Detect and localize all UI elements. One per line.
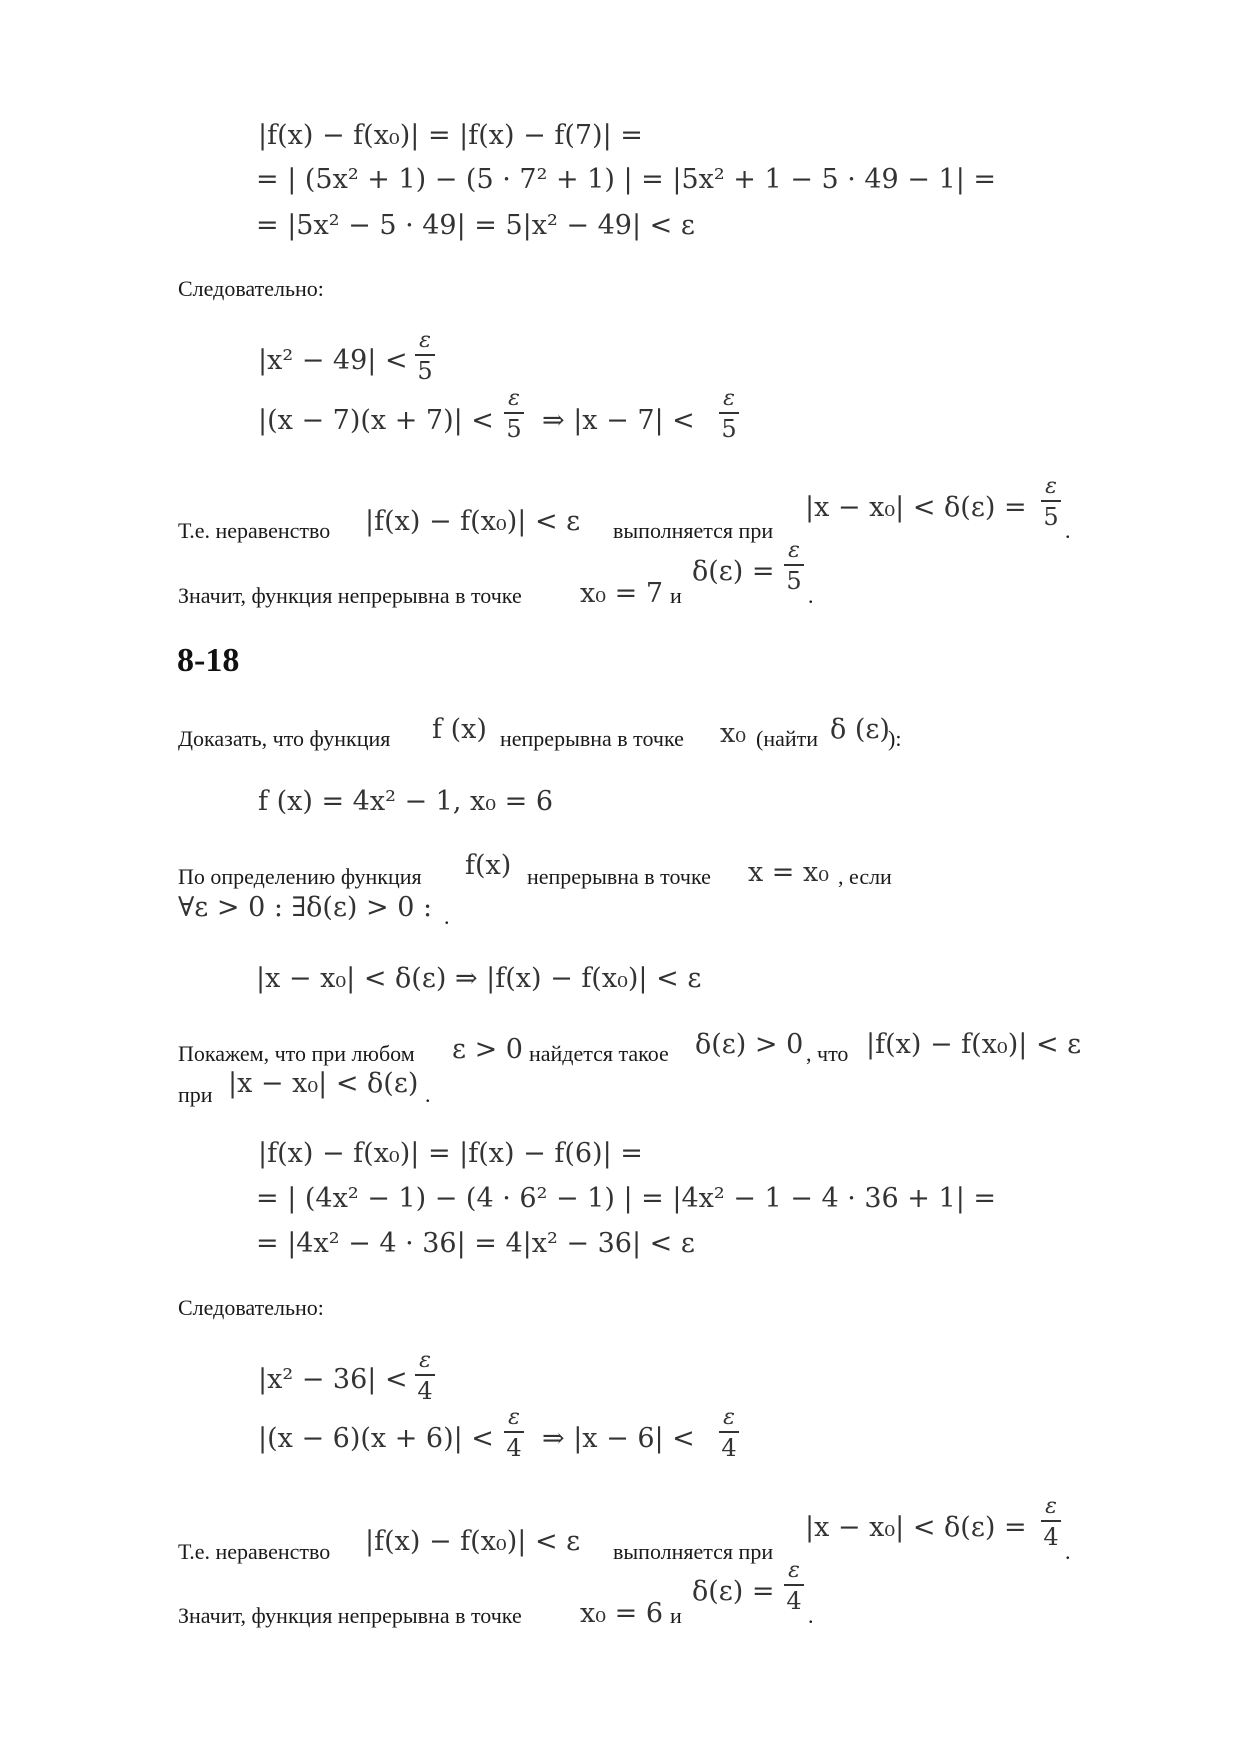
fraction-numerator: ε — [723, 1405, 735, 1430]
fraction-numerator: ε — [508, 386, 520, 411]
show-dot: . — [425, 1082, 431, 1107]
statement-point: x₀ — [720, 718, 747, 749]
final1-and: и — [670, 583, 682, 608]
conclusion2-inequality: |f(x) − f(x₀)| < ε — [365, 1526, 581, 1557]
final2-delta: δ(ε) = — [692, 1576, 775, 1607]
fraction-bar — [1041, 1520, 1061, 1522]
fraction-bar — [719, 412, 739, 414]
definition-function: f(x) — [465, 850, 512, 881]
fraction — [1041, 1496, 1061, 1549]
consequence1-ineq1: |x² − 49| < — [258, 345, 408, 376]
final1-period: . — [808, 583, 814, 608]
fraction-denominator: 5 — [721, 414, 737, 443]
fraction-denominator: 4 — [417, 1376, 433, 1405]
statement-function: f (x) — [432, 714, 487, 745]
show-prefix: Покажем, что при любом — [178, 1041, 415, 1066]
statement-prefix: Доказать, что функция — [178, 726, 391, 751]
consequence1-implication: ⇒ |x − 7| < — [542, 405, 695, 436]
conclusion1-inequality: |f(x) − f(x₀)| < ε — [365, 506, 581, 537]
fraction-numerator: ε — [508, 1405, 520, 1430]
fraction-bar — [415, 1374, 435, 1376]
final1-point: x₀ = 7 — [580, 578, 664, 609]
fraction-denominator: 4 — [721, 1433, 737, 1462]
fraction-numerator: ε — [723, 386, 735, 411]
fraction-denominator: 4 — [1043, 1522, 1059, 1551]
derivation1-line3: = |5x² − 5 · 49| = 5|x² − 49| < ε — [256, 210, 695, 241]
show-when: при — [178, 1082, 213, 1107]
derivation1-line2: = | (5x² + 1) − (5 · 7² + 1) | = |5x² + 1 − 5 · 49 − 1| = — [256, 164, 996, 195]
definition-end: , если — [838, 864, 892, 889]
definition-prefix: По определению функция — [178, 864, 422, 889]
fraction-bar — [415, 354, 435, 356]
statement-end: ): — [888, 726, 902, 751]
show-delta: δ(ε) > 0 — [695, 1029, 804, 1060]
derivation1-line1: |f(x) − f(x₀)| = |f(x) − f(7)| = — [258, 120, 643, 151]
fraction — [504, 1407, 524, 1460]
show-epsilon: ε > 0 — [452, 1034, 523, 1065]
show-that: , что — [806, 1041, 849, 1066]
conclusion2-prefix: Т.е. неравенство — [178, 1539, 331, 1564]
fraction — [1041, 476, 1061, 529]
conclusion2-middle: выполняется при — [613, 1539, 774, 1564]
fraction-denominator: 4 — [506, 1433, 522, 1462]
final2-point: x₀ = 6 — [580, 1598, 664, 1629]
show-condition: |x − x₀| < δ(ε) — [228, 1068, 419, 1099]
problem-number: 8-18 — [177, 642, 240, 679]
fraction-bar — [784, 564, 804, 566]
fraction — [415, 330, 435, 383]
consequence1-ineq2: |(x − 7)(x + 7)| < — [258, 405, 494, 436]
derivation2-line2: = | (4x² − 1) − (4 · 6² − 1) | = |4x² − 1 − 4 · 36 + 1| = — [256, 1183, 996, 1214]
fraction — [415, 1350, 435, 1403]
fraction-numerator: ε — [419, 328, 431, 353]
fraction-denominator: 5 — [417, 356, 433, 385]
conclusion1-middle: выполняется при — [613, 518, 774, 543]
definition-implication: |x − x₀| < δ(ε) ⇒ |f(x) − f(x₀)| < ε — [256, 963, 702, 994]
conclusion1-prefix: Т.е. неравенство — [178, 518, 331, 543]
definition-point: x = x₀ — [748, 857, 830, 888]
definition-middle: непрерывна в точке — [527, 864, 711, 889]
definition-dot: . — [444, 904, 450, 929]
consequence1-label: Следовательно: — [178, 276, 324, 301]
final2-and: и — [670, 1603, 682, 1628]
definition-quantifier: ∀ε > 0 : ∃δ(ε) > 0 : — [178, 892, 433, 923]
derivation2-line1: |f(x) − f(x₀)| = |f(x) − f(6)| = — [258, 1138, 643, 1169]
fraction-denominator: 5 — [786, 566, 802, 595]
conclusion2-period: . — [1065, 1539, 1071, 1564]
statement-find: (найти — [756, 726, 819, 751]
consequence2-ineq1: |x² − 36| < — [258, 1364, 408, 1395]
consequence2-label: Следовательно: — [178, 1295, 324, 1320]
statement-middle: непрерывна в точке — [500, 726, 684, 751]
fraction-numerator: ε — [419, 1348, 431, 1373]
derivation2-line3: = |4x² − 4 · 36| = 4|x² − 36| < ε — [256, 1228, 695, 1259]
fraction-denominator: 5 — [1043, 502, 1059, 531]
conclusion2-condition: |x − x₀| < δ(ε) = — [805, 1512, 1027, 1543]
fraction-numerator: ε — [1045, 1494, 1057, 1519]
fraction-numerator: ε — [788, 538, 800, 563]
fraction-bar — [504, 412, 524, 414]
show-middle: найдется такое — [529, 1041, 669, 1066]
fraction — [784, 1560, 804, 1613]
fraction — [784, 540, 804, 593]
final2-prefix: Значит, функция непрерывна в точке — [178, 1603, 522, 1628]
conclusion1-period: . — [1065, 518, 1071, 543]
statement-delta: δ (ε) — [830, 714, 890, 745]
final1-prefix: Значит, функция непрерывна в точке — [178, 583, 522, 608]
fraction-bar — [504, 1431, 524, 1433]
fraction-bar — [784, 1584, 804, 1586]
final1-delta: δ(ε) = — [692, 556, 775, 587]
show-inequality: |f(x) − f(x₀)| < ε — [866, 1029, 1082, 1060]
fraction-denominator: 5 — [506, 414, 522, 443]
fraction-denominator: 4 — [786, 1586, 802, 1615]
fraction — [504, 388, 524, 441]
fraction-numerator: ε — [1045, 474, 1057, 499]
fraction — [719, 388, 739, 441]
problem-function: f (x) = 4x² − 1, x₀ = 6 — [258, 786, 554, 817]
fraction-bar — [719, 1431, 739, 1433]
consequence2-implication: ⇒ |x − 6| < — [542, 1423, 695, 1454]
fraction-bar — [1041, 500, 1061, 502]
fraction-numerator: ε — [788, 1558, 800, 1583]
final2-period: . — [808, 1603, 814, 1628]
fraction — [719, 1407, 739, 1460]
consequence2-ineq2: |(x − 6)(x + 6)| < — [258, 1423, 494, 1454]
conclusion1-condition: |x − x₀| < δ(ε) = — [805, 492, 1027, 523]
